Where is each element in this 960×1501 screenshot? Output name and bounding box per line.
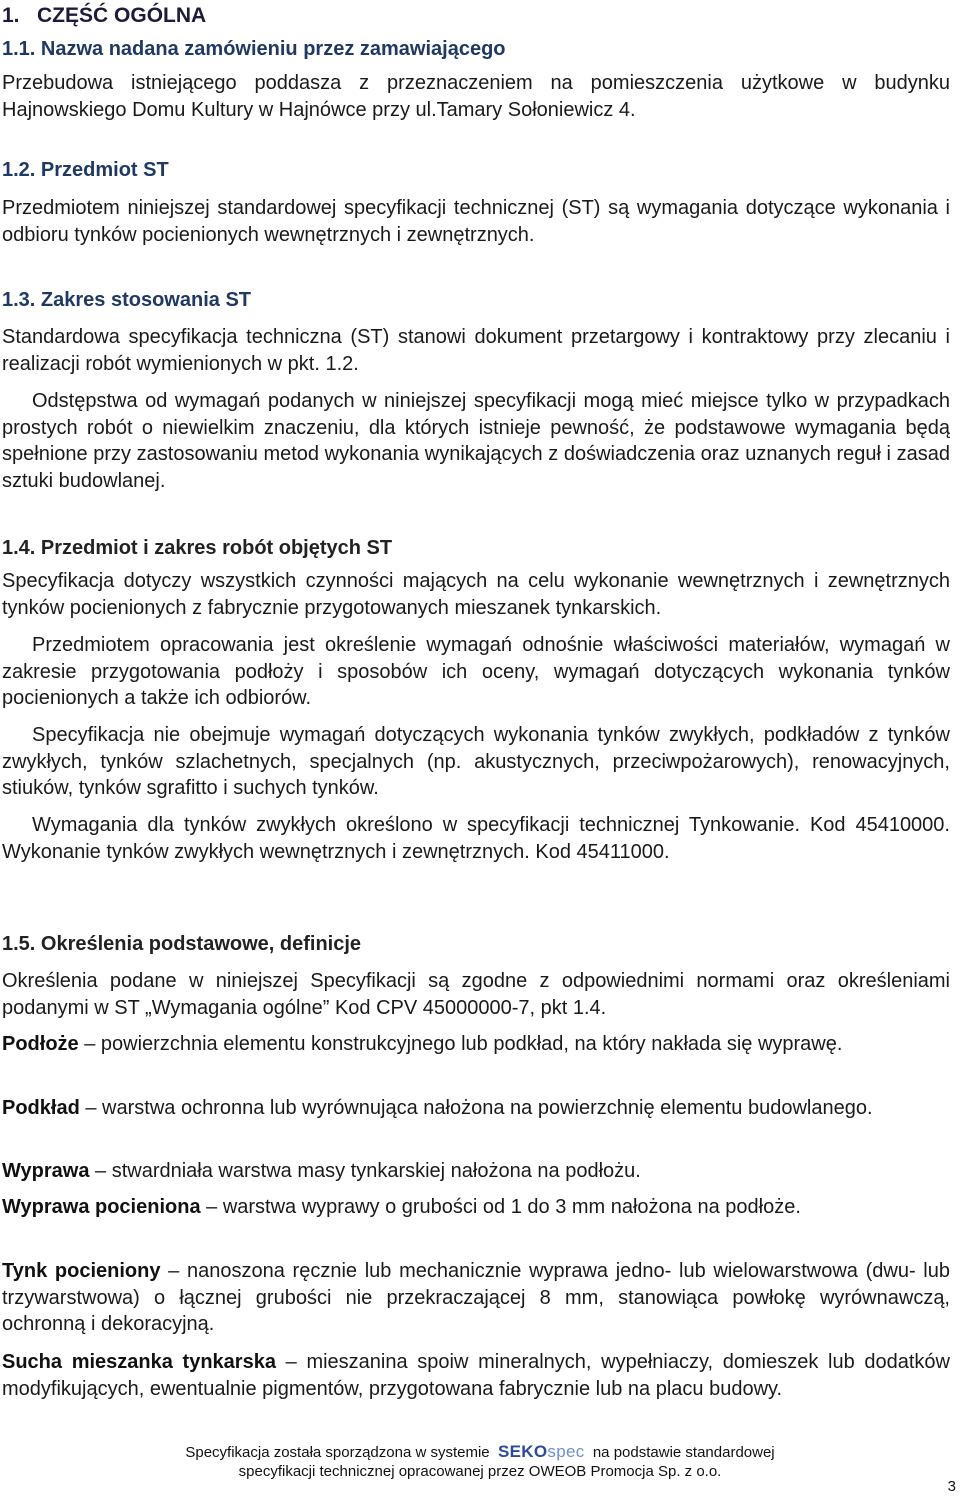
heading-1-4: 1.4. Przedmiot i zakres robót objętych ST [2, 537, 393, 559]
footer-text-post: na podstawie standardowej [592, 1444, 775, 1461]
definition-wyprawa [2, 1158, 950, 1185]
definition-term: Podkład [2, 1097, 80, 1119]
definition-term: Wyprawa pocieniona [2, 1196, 201, 1218]
definition-term: Tynk pocieniony [2, 1260, 161, 1282]
definition-podloze [2, 1031, 950, 1058]
paragraph-1-3-b: Odstępstwa od wymagań podanych w niniejszej specyfikacji mogą mieć miejsce tylko w przypadkach prostych robót o niewielkim znaczeniu, dla których istnieje pewność, że podstawowe wymagania będą spełnione przy zastosowaniu metod wykonania wynikających z doświadczenia oraz uznanych reguł i zasad sztuki budowlanej. [2, 390, 950, 492]
definition-term: Sucha mieszanka tynkarska [2, 1351, 276, 1373]
page-number: 3 [947, 1478, 956, 1495]
paragraph-1-4-a: Specyfikacja dotyczy wszystkich czynności mających na celu wykonanie wewnętrznych i zewnętrznych tynków pocienionych z fabrycznie przygotowanych mieszanek tynkarskich. [2, 570, 950, 619]
sekospec-logo: SEKOspec [498, 1442, 585, 1461]
definition-text: – warstwa wyprawy o grubości od 1 do 3 mm nałożona na podłoże. [200, 1196, 801, 1218]
heading-1-3: 1.3. Zakres stosowania ST [2, 289, 251, 311]
footer-text-pre: Specyfikacja została sporządzona w systemie [185, 1444, 490, 1461]
definition-term: Wyprawa [2, 1160, 90, 1182]
footer-line-2: specyfikacji technicznej opracowanej przez OWEOB Promocja Sp. z o.o. [238, 1463, 722, 1480]
footer-line-1 [0, 1442, 960, 1462]
definition-text: – stwardniała warstwa masy tynkarskiej nałożona na podłożu. [89, 1160, 641, 1182]
definition-wyprawa-pocieniona [2, 1194, 950, 1221]
heading-1-2: 1.2. Przedmiot ST [2, 159, 169, 181]
definition-text: – mieszanina spoiw mineralnych, wypełniaczy, domieszek lub dodatków modyfikujących, ewentualnie pigmentów, przygotowana fabrycznie lub na placu budowy. [2, 1351, 950, 1400]
paragraph-1-2: Przedmiotem niniejszej standardowej specyfikacji technicznej (ST) są wymagania dotyczące wykonania i odbioru tynków pocienionych wewnętrznych i zewnętrznych. [2, 197, 950, 246]
paragraph-1-4-c: Specyfikacja nie obejmuje wymagań dotyczących wykonania tynków zwykłych, podkładów z tynków zwykłych, tynków szlachetnych, specjalnych (np. akustycznych, przeciwpożarowych), renowacyjnych, stiuków, tynków sgrafitto i suchych tynków. [2, 724, 950, 799]
definition-text: – warstwa ochronna lub wyrównująca nałożona na powierzchnię elementu budowlanego. [79, 1097, 873, 1119]
heading-1-5: 1.5. Określenia podstawowe, definicje [2, 933, 362, 955]
section-title: 1. CZĘŚĆ OGÓLNA [2, 4, 207, 27]
paragraph-1-5-intro: Określenia podane w niniejszej Specyfikacji są zgodne z odpowiednimi normami oraz określeniami podanymi w ST „Wymagania ogólne” Kod CPV 45000000-7, pkt 1.4. [2, 970, 950, 1019]
definition-text: – nanoszona ręcznie lub mechanicznie wyprawa jedno- lub wielowarstwowa (dwu- lub trzywarstwowa) o łącznej grubości nie przekraczającej 8 mm, stanowiąca powłokę wyrównawczą, ochronną i dekoracyjną. [2, 1260, 950, 1335]
definition-podklad [2, 1095, 950, 1122]
paragraph-1-4-b: Przedmiotem opracowania jest określenie wymagań odnośnie właściwości materiałów, wymagań w zakresie przygotowania podłoży i sposobów ich oceny, wymagań dotyczących wykonania tynków pocienionych a także ich odbiorów. [2, 634, 950, 709]
definition-sucha-mieszanka [2, 1349, 950, 1402]
paragraph-1-3-a: Standardowa specyfikacja techniczna (ST) stanowi dokument przetargowy i kontraktowy przy zlecaniu i realizacji robót wymienionych w pkt. 1.2. [2, 326, 950, 375]
paragraph-1-1: Przebudowa istniejącego poddasza z przeznaczeniem na pomieszczenia użytkowe w budynku Hajnowskiego Domu Kultury w Hajnówce przy ul.Tamary Sołoniewicz 4. [2, 72, 950, 121]
heading-1-1: 1.1. Nazwa nadana zamówieniu przez zamawiającego [2, 38, 506, 60]
definition-tynk-pocieniony [2, 1258, 950, 1338]
definition-text: – powierzchnia elementu konstrukcyjnego lub podkład, na który nakłada się wyprawę. [78, 1033, 843, 1055]
page-footer [0, 1442, 960, 1481]
paragraph-1-4-d: Wymagania dla tynków zwykłych określono w specyfikacji technicznej Tynkowanie. Kod 45410000. Wykonanie tynków zwykłych wewnętrznych i zewnętrznych. Kod 45411000. [2, 814, 950, 863]
definition-term: Podłoże [2, 1033, 79, 1055]
